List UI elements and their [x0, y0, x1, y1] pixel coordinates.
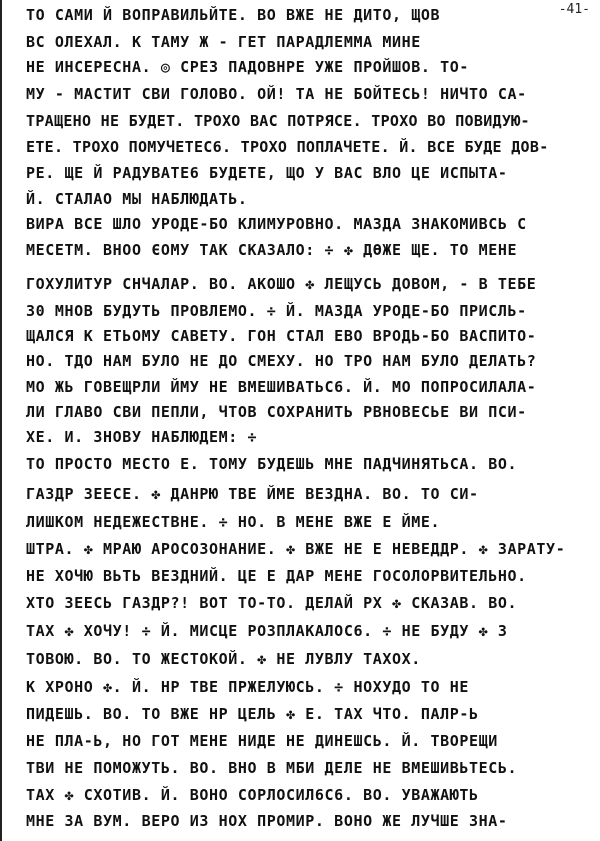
- text-line: ТОВОЮ. ВО. ТО ЖЕСТОКОЙ. ✤ НЕ ЛУВЛУ ТАХОХ.: [26, 650, 421, 668]
- text-line: ТО САМИ Й ВОПРАВИЛЬЙТЕ. ВО ВЖЕ НЕ ДИТО, ЩОВ: [26, 6, 441, 24]
- text-line: НЕ ХОЧЮ ВЬТЬ ВЕЗДНИЙ. ЦЕ Е ДАР МЕНЕ ГОСОЛОРВИТЕЛЬНО.: [26, 567, 527, 585]
- text-line: ТРАЩЕНО НЕ БУДЕТ. ТРОХО ВАС ПОТРЯСЕ. ТРОХО ВО ПОВИДУЮ-: [26, 112, 530, 130]
- text-line: МЕСЕТМ. ВНОО ЄОМУ ТАК СКАЗАЛО: ÷ ✤ ДӨЖЕ ЩЕ. ТО МЕНЕ: [26, 241, 518, 259]
- text-line: ТО ПРОСТО МЕСТО Е. ТОМУ БУДЕШЬ МНЕ ПАДЧИНЯТЬСА. ВО.: [26, 455, 518, 473]
- text-line: НЕ ИНСЕРЕСНА. ◎ СРЕЗ ПАДОВНРЕ УЖЕ ПРОЙШОВ. ТО-: [26, 58, 470, 76]
- text-line: НЕ ПЛА-Ь, НО ГОТ МЕНЕ НИДЕ НЕ ДИНЕШСЬ. Й. ТВОРЕЩИ: [26, 732, 498, 750]
- text-line: МНЕ ЗА ВУМ. ВЕРО ИЗ НОХ ПРОМИР. ВОНО ЖЕ ЛУЧШЕ ЗНА-: [26, 812, 508, 830]
- text-line: ПИДЕШЬ. ВО. ТО ВЖЕ НР ЦЕЛЬ ✤ Е. ТАХ ЧТО. ПАЛР-Ь: [26, 705, 479, 723]
- text-line: МУ - МАСТИТ СВИ ГОЛОВО. ОЙ! ТА НЕ БОЙТЕСЬ! НИЧТО СА-: [26, 85, 527, 103]
- text-line: ТАХ ✤ СХОТИВ. Й. ВОНО СОРЛОСИЛ6С6. ВО. УВАЖАЮТЬ: [26, 786, 479, 804]
- text-line: Й. СТАЛАО МЫ НАБЛЮДАТЬ.: [26, 190, 248, 208]
- text-line: ХЕ. И. ЗНОВУ НАБЛЮДЕМ: ÷: [26, 428, 258, 446]
- text-line: 30 МНОВ БУДУТЬ ПРОВЛЕМО. ÷ Й. МАЗДА УРОДЕ-БО ПРИСЛЬ-: [26, 302, 527, 320]
- text-line: К ХРОНО ✤. Й. НР ТВЕ ПРЖЕЛУЮСЬ. ÷ НОХУДО ТО НЕ: [26, 678, 470, 696]
- text-line: ШТРА. ✤ МРАЮ АРОСОЗОНАНИЕ. ✤ ВЖЕ НЕ Е НЕВЕДДР. ✤ ЗАРАТУ-: [26, 540, 566, 558]
- text-line: ЛИ ГЛАВО СВИ ПЕПЛИ, ЧТОВ СОХРАНИТЬ РВНОВЕСЬЕ ВИ ПСИ-: [26, 403, 527, 421]
- text-line: НО. ТДО НАМ БУЛО НЕ ДО СМЕХУ. НО ТРО НАМ БУЛО ДЕЛАТЬ?: [26, 352, 537, 370]
- text-line: ТАХ ✤ ХОЧУ! ÷ Й. МИСЦЕ РОЗПЛАКАЛОС6. ÷ НЕ БУДУ ✤ З: [26, 622, 508, 640]
- text-line: ВС ОЛЕХАЛ. К ТАМУ Ж - ГЕТ ПАРАДЛЕММА МИНЕ: [26, 33, 421, 51]
- text-line: ГАЗДР ЗЕЕСЕ. ✤ ДАНРЮ ТВЕ ЙМЕ ВЕЗДНА. ВО. ТО СИ-: [26, 485, 479, 503]
- text-line: ЕТЕ. ТРОХО ПОМУЧЕТЕС6. ТРОХО ПОПЛАЧЕТЕ. Й. ВСЕ БУДЕ ДОВ-: [26, 138, 549, 156]
- text-line: ЛИШКОМ НЕДЕЖЕСТВНЕ. ÷ НО. В МЕНЕ ВЖЕ Е ЙМЕ.: [26, 513, 441, 531]
- text-line: ХТО ЗЕЕСЬ ГАЗДР?! ВОТ ТО-ТО. ДЕЛАЙ РХ ✤ СКАЗАВ. ВО.: [26, 594, 518, 612]
- text-line: РЕ. ЩЕ Й РАДУВАТЕ6 БУДЕТЕ, ЩО У ВАС ВЛО ЦЕ ИСПЫТА-: [26, 164, 508, 182]
- text-line: ЩАЛСЯ К ЕТЬОМУ САВЕТУ. ГОН СТАЛ ЕВО ВРОДЬ-БО ВАСПИТО-: [26, 327, 537, 345]
- text-line: МО ЖЬ ГОВЕЩРЛИ ЙМУ НЕ ВМЕШИВАТЬС6. Й. МО ПОПРОСИЛАЛА-: [26, 378, 537, 396]
- text-line: ГОХУЛИТУР СНЧАЛАР. ВО. АКОШО ✤ ЛЕЩУСЬ ДОВОМ, - В ТЕБЕ: [26, 275, 537, 293]
- text-line: ТВИ НЕ ПОМОЖУТЬ. ВО. ВНО В МБИ ДЕЛЕ НЕ ВМЕШИВЬТЕСЬ.: [26, 759, 518, 777]
- page-number: -41-: [558, 2, 590, 17]
- text-line: ВИРА ВСЕ ШЛО УРОДЕ-БО КЛИМУРОВНО. МАЗДА ЗНАКОМИВСЬ С: [26, 215, 527, 233]
